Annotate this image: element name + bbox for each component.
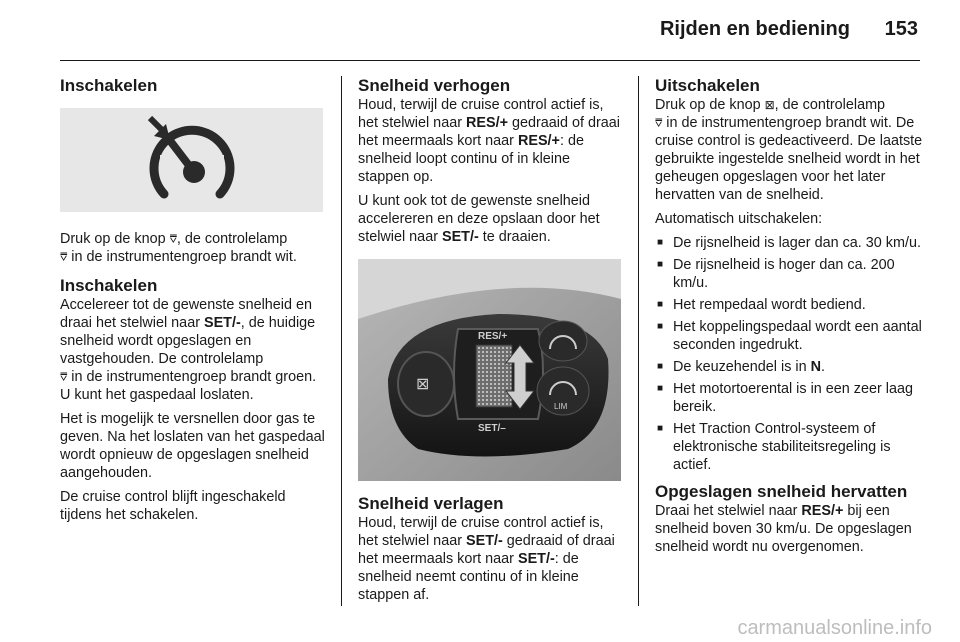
cruise-icon: ⩢: [60, 250, 68, 264]
cruise-control-icon-box: [60, 108, 323, 212]
cruise-icon: ⩢: [655, 116, 663, 130]
svg-text:RES/+: RES/+: [478, 331, 508, 342]
section-heading-inschakelen: Inschakelen: [60, 76, 158, 95]
paragraph: Draai het stelwiel naar RES/+ bij een snelheid boven 30 km/u. De opgeslagen snelheid wordt nu overgenomen.: [655, 503, 912, 555]
cancel-icon: ⊠: [764, 98, 775, 112]
list-item: ■ Het motortoerental is in een zeer laag bereik.: [655, 380, 923, 416]
paragraph: De cruise control blijft ingeschakeld tijdens het schakelen.: [60, 489, 286, 523]
paragraph: Het is mogelijk te versnellen door gas te geven. Na het loslaten van het gaspedaal wordt opnieuw de opgeslagen snelheid aangehouden.: [60, 411, 325, 481]
paragraph: Houd, terwijl de cruise control actief is, het stelwiel naar RES/+ gedraaid of draai het meermaals kort naar RES/+: de snelheid loopt continu of in kleine stappen op.: [358, 97, 621, 185]
column-1: [60, 76, 325, 530]
watermark: carmanualsonline.info: [737, 617, 932, 639]
paragraph: U kunt ook tot de gewenste snelheid accelereren en deze opslaan door het stelwiel naar SET/- te draaien.: [358, 193, 600, 245]
cancel-icon: ⊠: [416, 374, 430, 393]
column-3: [655, 76, 923, 562]
page-header-title: Rijden en bediening: [659, 18, 850, 40]
svg-text:LIM: LIM: [554, 402, 568, 411]
paragraph: Houd, terwijl de cruise control actief is, het stelwiel naar SET/- gedraaid of draai het meermaals kort naar SET/-: de snelheid neemt continu of in kleine stappen af.: [358, 515, 615, 603]
cruise-icon: ⩢: [169, 232, 177, 246]
column-divider-1: [341, 76, 342, 606]
svg-text:SET/–: SET/–: [478, 423, 506, 434]
list-item: ■ De rijsnelheid is lager dan ca. 30 km/u.: [655, 234, 923, 252]
cruise-control-button: [539, 321, 587, 361]
paragraph: Druk op de knop ⊠, de controlelamp ⩢ in de instrumentengroep brandt wit. De cruise control is gedeactiveerd. De laatste gebruikte ingestelde snelheid wordt in het geheugen opgeslagen voor het later hervatten van de snelheid.: [655, 97, 923, 203]
list-item: ■ De rijsnelheid is hoger dan ca. 200 km/u.: [655, 256, 923, 292]
section-heading-inschakelen-2: Inschakelen: [60, 276, 158, 295]
paragraph: Automatisch uitschakelen:: [655, 211, 823, 227]
column-divider-2: [638, 76, 639, 606]
column-2: [358, 76, 623, 610]
list-item: ■ Het koppelingspedaal wordt een aantal seconden ingedrukt.: [655, 318, 923, 354]
page-number: 153: [884, 18, 918, 40]
section-heading-uitschakelen: Uitschakelen: [655, 76, 760, 95]
section-heading-snelheid-verhogen: Snelheid verhogen: [358, 76, 511, 95]
paragraph: Accelereer tot de gewenste snelheid en draai het stelwiel naar SET/-, de huidige snelheid wordt opgeslagen en vastgehouden. De controlelamp ⩢ in de instrumentengroep brandt groen. U kunt het gaspedaal loslaten.: [60, 297, 317, 403]
steering-wheel-controls-photo: [358, 259, 621, 481]
section-heading-opgeslagen-snelheid-hervatten: Opgeslagen snelheid hervatten: [655, 482, 908, 501]
section-heading-snelheid-verlagen: Snelheid verlagen: [358, 494, 504, 513]
bullet-list: [655, 234, 923, 474]
list-item: ■ De keuzehendel is in N.: [655, 358, 923, 376]
cruise-control-speedometer-icon: [132, 110, 252, 210]
list-item: ■ Het rempedaal wordt bediend.: [655, 296, 923, 314]
list-item: ■ Het Traction Control-systeem of elektronische stabiliteitsregeling is actief.: [655, 420, 923, 474]
header-rule: [60, 60, 920, 61]
cruise-icon: ⩢: [60, 370, 68, 384]
paragraph: Druk op de knop ⩢, de controlelamp ⩢ in de instrumentengroep brandt wit.: [60, 231, 297, 265]
speed-thumbwheel: [476, 345, 512, 407]
